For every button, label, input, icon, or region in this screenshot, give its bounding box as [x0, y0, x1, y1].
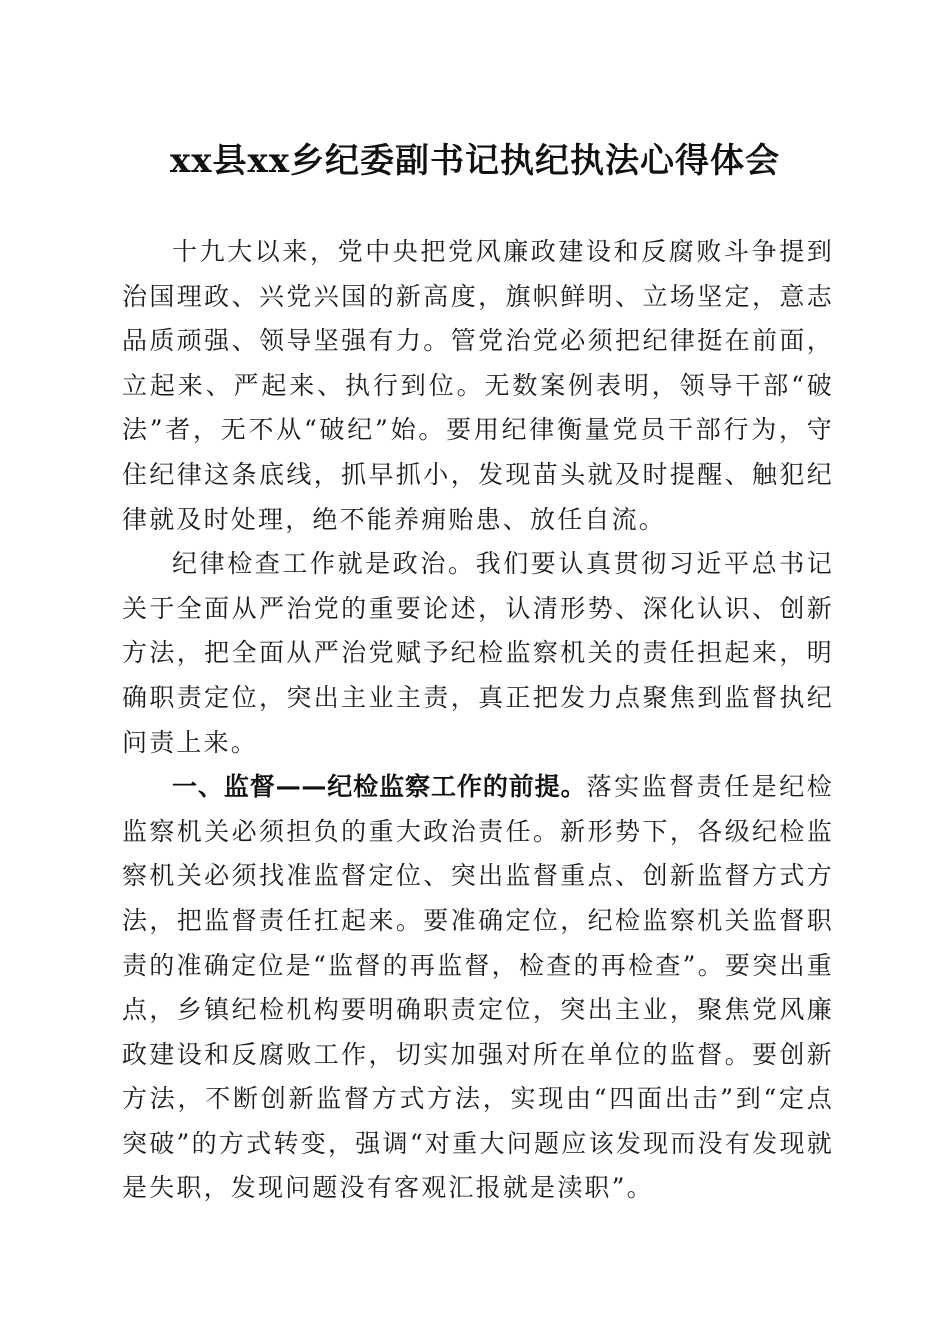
- section-heading-supervision: 一、监督——纪检监察工作的前提。: [172, 772, 587, 802]
- paragraph-discipline-politics: [122, 542, 834, 765]
- document-title: xx县xx乡纪委副书记执纪执法心得体会: [169, 141, 781, 181]
- paragraph-intro-text: 十九大以来，党中央把党风廉政建设和反腐败斗争提到治国理政、兴党兴国的新高度，旗帜鲜明、立场坚定，意志品质顽强、领导坚强有力。管党治党必须把纪律挺在前面，立起来、严起来、执行到位。无数案例表明，领导干部“破法”者，无不从“破纪”始。要用纪律衡量党员干部行为，守住纪律这条底线，抓早抓小，发现苗头就及时提醒、触犯纪律就及时处理，绝不能养痈贻患、放任自流。: [122, 237, 834, 534]
- paragraph-supervision: [122, 765, 834, 1211]
- paragraph-discipline-politics-text: 纪律检查工作就是政治。我们要认真贯彻习近平总书记关于全面从严治党的重要论述，认清形势、深化认识、创新方法，把全面从严治党赋予纪检监察机关的责任担起来，明确职责定位，突出主业主责，真正把发力点聚焦到监督执纪问责上来。: [122, 549, 834, 757]
- paragraph-supervision-text: 落实监督责任是纪检监察机关必须担负的重大政治责任。新形势下，各级纪检监察机关必须找准监督定位、突出监督重点、创新监督方式方法，把监督责任扛起来。要准确定位，纪检监察机关监督职责的准确定位是“监督的再监督，检查的再检查”。要突出重点，乡镇纪检机构要明确职责定位，突出主业，聚焦党风廉政建设和反腐败工作，切实加强对所在单位的监督。要创新方法，不断创新监督方式方法，实现由“四面出击”到“定点突破”的方式转变，强调“对重大问题应该发现而没有发现就是失职，发现问题没有客观汇报就是渎职”。: [122, 772, 834, 1203]
- document-body: [122, 230, 834, 1211]
- paragraph-intro: [122, 230, 834, 542]
